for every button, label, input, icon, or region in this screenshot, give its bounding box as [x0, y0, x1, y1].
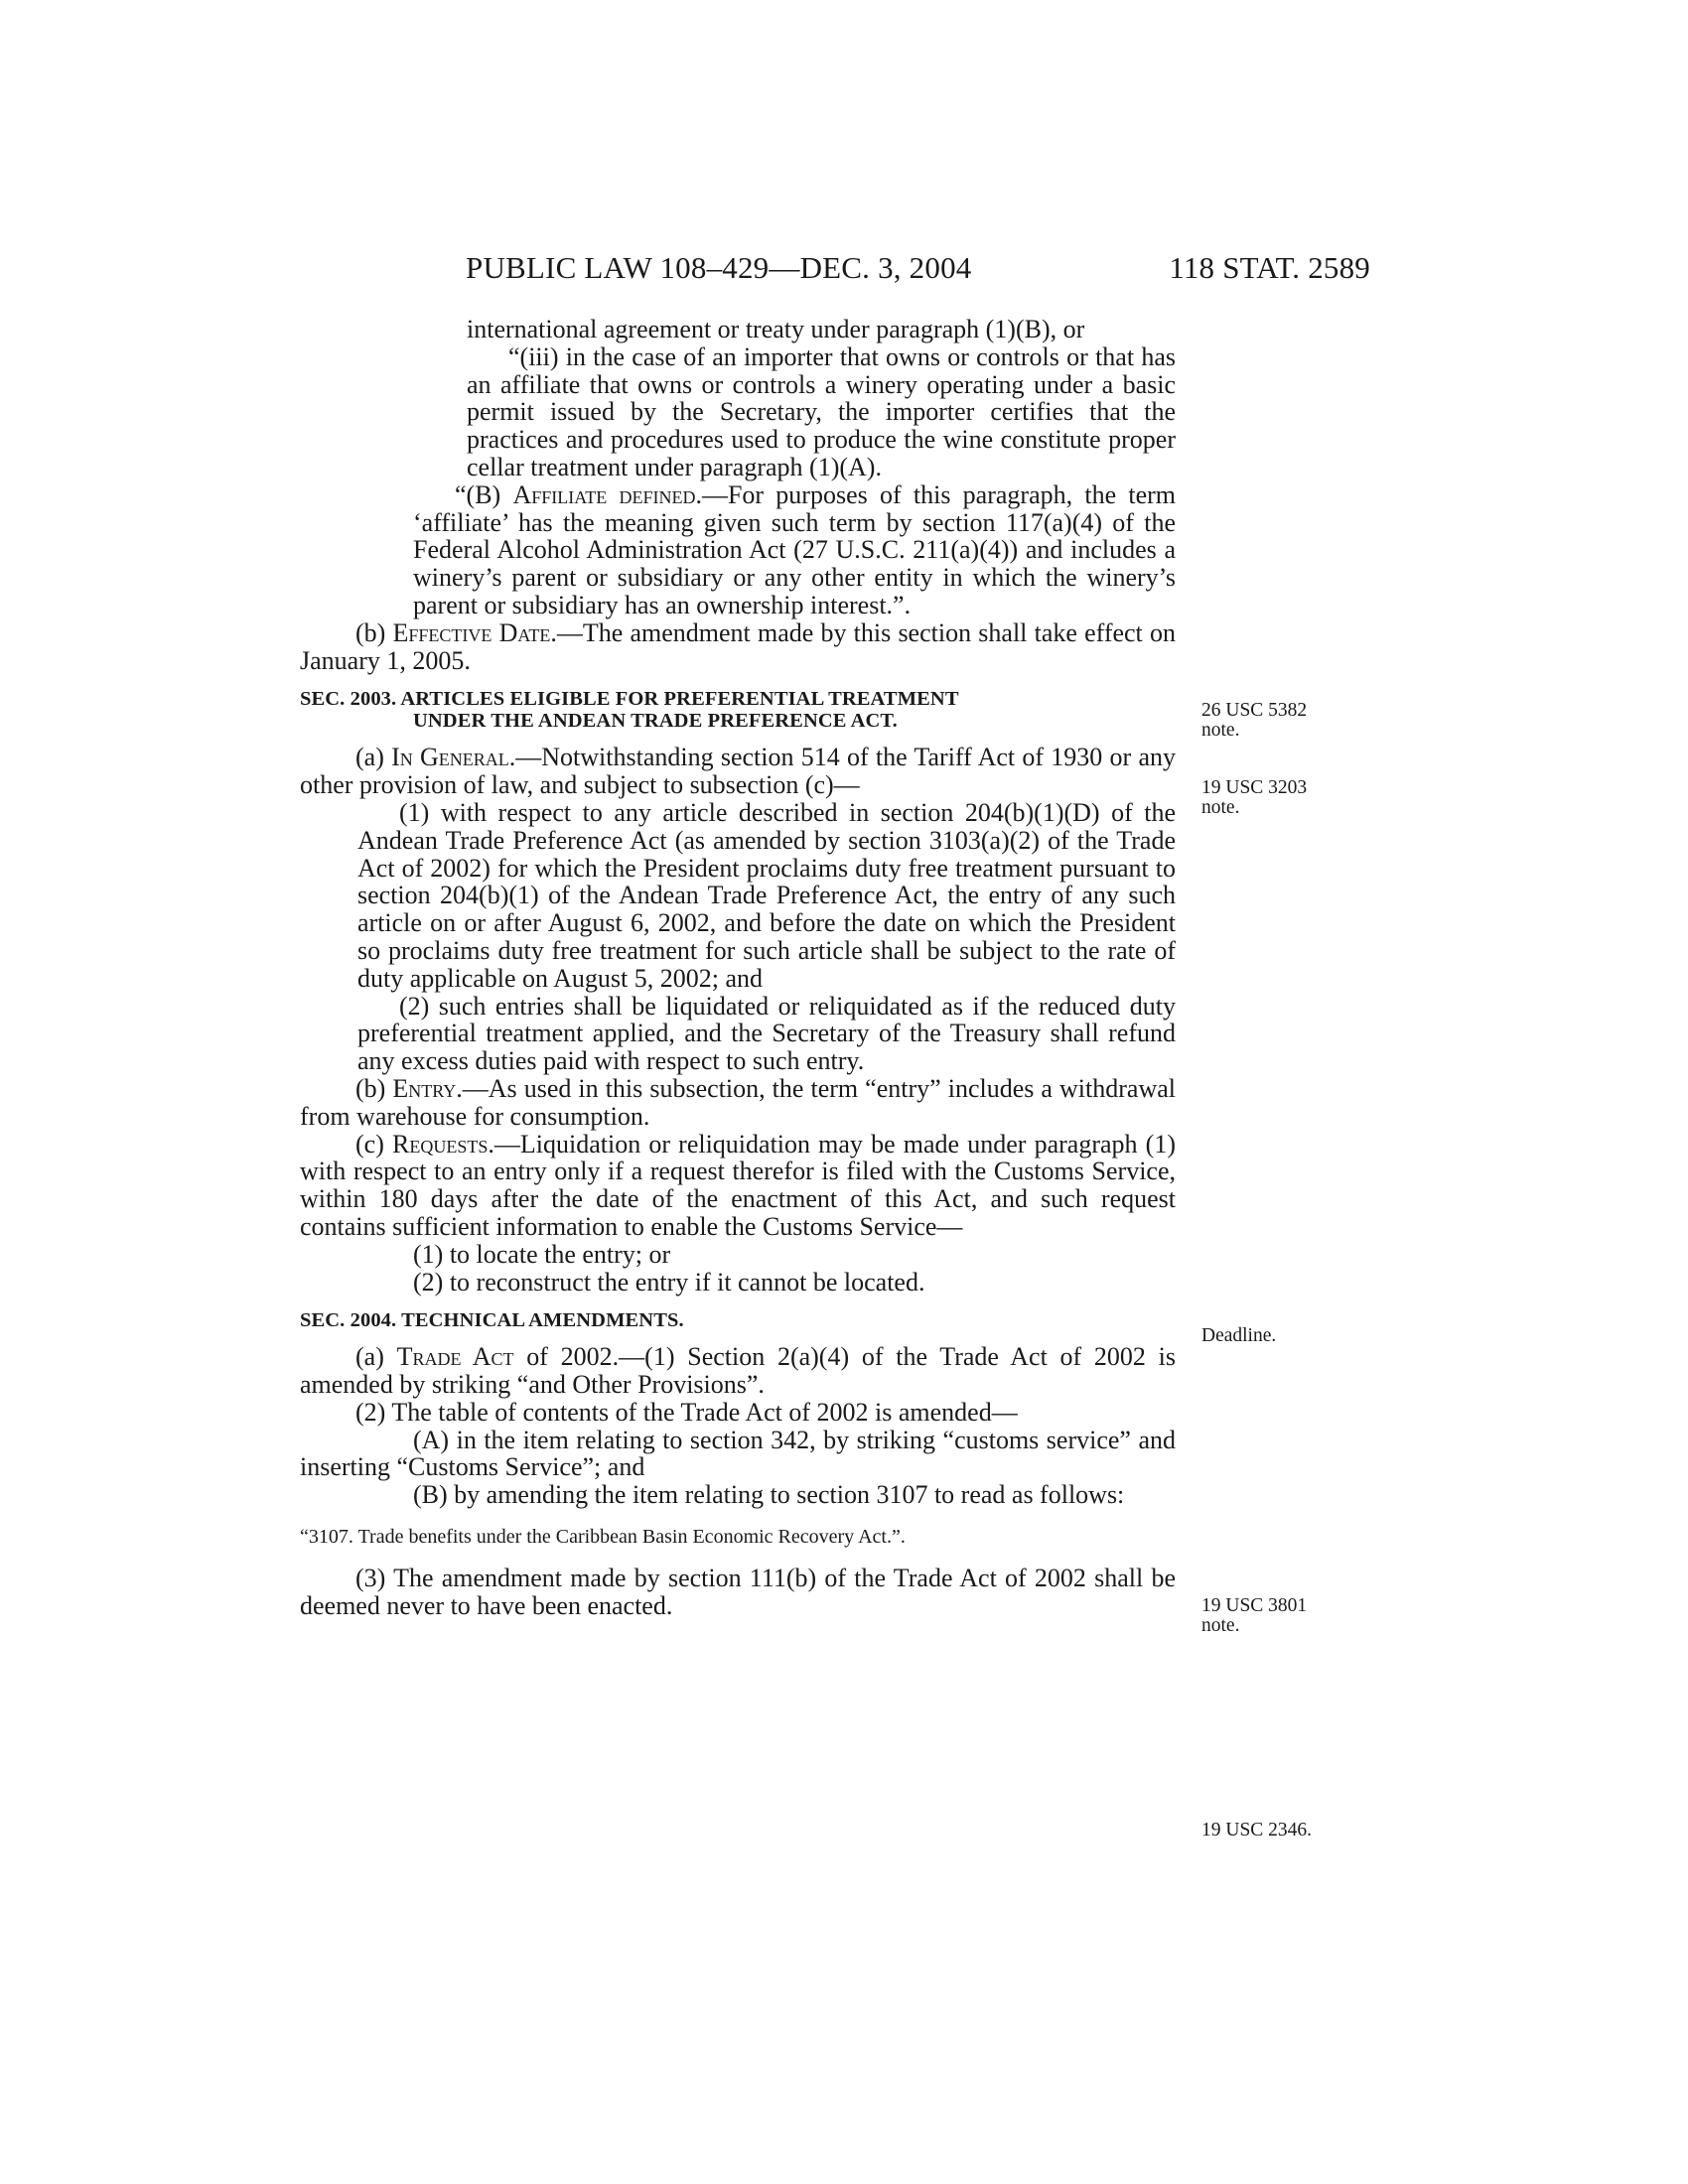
margin-note-19-usc-2346: 19 USC 2346. [1201, 1820, 1313, 1841]
paragraph: (a) Trade Act of 2002.—(1) Section 2(a)(4) of the Trade Act of 2002 is amended by striking “and Other Provisions”. [300, 1342, 1176, 1400]
section-heading-2004: SEC. 2004. TECHNICAL AMENDMENTS. [300, 1309, 684, 1332]
table-of-contents-item: “3107. Trade benefits under the Caribbean Basin Economic Recovery Act.”. [300, 1526, 906, 1549]
paragraph: (a) In General.—Notwithstanding section 514 of the Tariff Act of 1930 or any other provision of law, and subject to subsection (c)— [300, 743, 1176, 800]
paragraph: (1) to locate the entry; or [413, 1239, 671, 1269]
paragraph: “(iii) in the case of an importer that owns or controls or that has an affiliate that owns or controls a winery operating under a basic permit issued by the Secretary, the importer certifies that the practices and procedures used to produce the wine constitute proper cellar treatment under paragraph (1)(A). [467, 341, 1176, 481]
subsection-heading: Effective Date [392, 617, 551, 647]
running-header-citation: PUBLIC LAW 108–429—DEC. 3, 2004 [466, 250, 972, 285]
main-text-column [300, 316, 1176, 1620]
paragraph: (A) in the item relating to section 342, by striking “customs service” and inserting “Customs Service”; and [300, 1425, 1176, 1482]
subsection-heading: Trade Act [396, 1342, 514, 1372]
paragraph: (B) by amending the item relating to section 3107 to read as follows: [413, 1480, 1125, 1510]
paragraph: international agreement or treaty under paragraph (1)(B), or [467, 315, 1085, 343]
paragraph: “(B) Affiliate defined.—For purposes of this paragraph, the term ‘affiliate’ has the meaning given such term by section 117(a)(4) of the Federal Alcohol Administration Act (27 U.S.C. 211(a)(4)) and includes a winery’s parent or subsidiary or any other entity in which the winery’s parent or subsidiary has an ownership interest.”. [413, 479, 1176, 619]
subsection-heading: Affiliate defined [512, 479, 696, 509]
subsection-heading: Requests [392, 1129, 489, 1159]
section-heading-2003-cont: UNDER THE ANDEAN TRADE PREFERENCE ACT. [413, 710, 898, 733]
paragraph: (c) Requests.—Liquidation or reliquidation may be made under paragraph (1) with respect to an entry only if a request therefor is filed with the Customs Service, within 180 days after the date of the enactment of this Act, and such request contains sufficient information to enable the Customs Service— [300, 1129, 1177, 1241]
paragraph: (b) Effective Date.—The amendment made by this section shall take effect on January 1, 2005. [300, 617, 1176, 675]
paragraph: (b) Entry.—As used in this subsection, the term “entry” includes a withdrawal from warehouse for consumption. [300, 1073, 1176, 1131]
paragraph: (2) such entries shall be liquidated or reliquidated as if the reduced duty preferential treatment applied, and the Secretary of the Treasury shall refund any excess duties paid with respect to such entry. [357, 991, 1176, 1076]
subsection-heading: Entry [392, 1073, 457, 1103]
margin-note-19-usc-3203: 19 USC 3203 note. [1201, 777, 1308, 818]
section-heading-2003: SEC. 2003. ARTICLES ELIGIBLE FOR PREFERENTIAL TREATMENT [300, 688, 959, 711]
running-header-page-number: 118 STAT. 2589 [1169, 250, 1370, 285]
paragraph: (3) The amendment made by section 111(b) of the Trade Act of 2002 shall be deemed never to have been enacted. [300, 1564, 1176, 1620]
margin-note-deadline: Deadline. [1201, 1325, 1277, 1346]
paragraph: (2) to reconstruct the entry if it cannot be located. [413, 1267, 925, 1297]
margin-note-19-usc-3801: 19 USC 3801 note. [1201, 1595, 1308, 1636]
paragraph: (2) The table of contents of the Trade Act of 2002 is amended— [355, 1397, 1018, 1427]
margin-note-26-usc-5382: 26 USC 5382 note. [1201, 700, 1308, 741]
paragraph: (1) with respect to any article described in section 204(b)(1)(D) of the Andean Trade Preference Act (as amended by section 3103(a)(2) of the Trade Act of 2002) for which the President proclaims duty free treatment pursuant to section 204(b)(1) of the Andean Trade Preference Act, the entry of any such article on or after August 6, 2002, and before the date on which the President so proclaims duty free treatment for such article shall be subject to the rate of duty applicable on August 5, 2002; and [357, 797, 1176, 993]
subsection-heading: In General [391, 743, 509, 772]
